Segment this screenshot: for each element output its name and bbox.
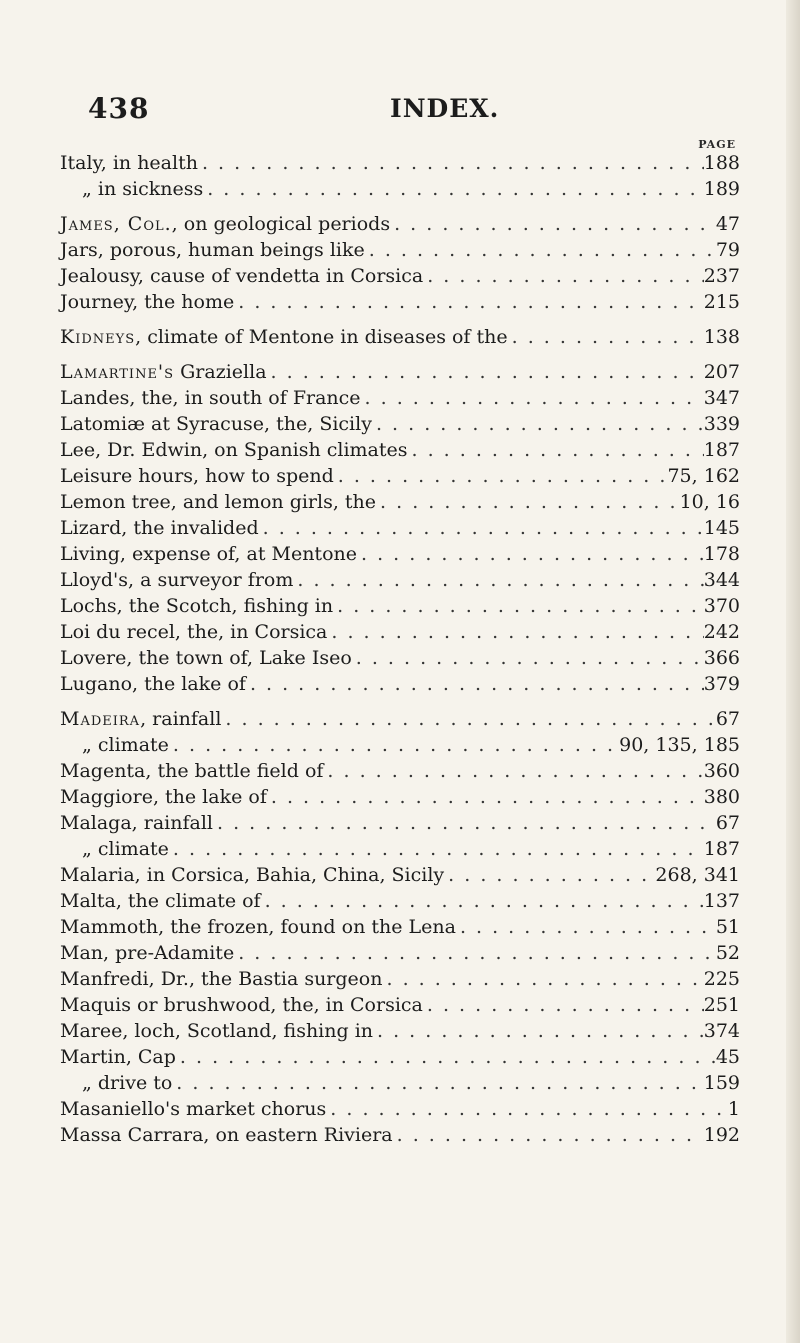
entry-pages: 192 [703,1124,740,1146]
entry-pages: 159 [703,1072,740,1094]
entry-term-text: Lemon tree, and lemon girls, the [60,491,377,513]
entry-pages: 189 [703,178,740,200]
dot-leader [323,759,703,783]
entry-term [60,151,198,175]
index-entry [60,941,740,965]
entry-term [60,967,382,991]
dot-leader [169,733,619,757]
entry-term-text: Lovere, the town of, Lake Iseo [60,647,352,669]
index-entry [60,438,740,462]
entry-term-text: Graziella [174,361,267,383]
entry-pages: 237 [703,265,740,287]
index-entry [60,594,740,618]
entry-term-text: Maree, loch, Scotland, fishing in [60,1020,374,1042]
index-entry [60,707,740,731]
entry-term-text: Lloyd's, a surveyor from [60,569,294,591]
entry-pages: 51 [715,916,740,938]
dot-leader [246,672,704,696]
index-entry [60,1019,740,1043]
entry-term-text: „ climate [82,734,169,756]
entry-term-text: , on geological periods [171,213,391,235]
entry-term [60,811,213,835]
entry-pages: 380 [703,786,740,808]
dot-leader [352,646,704,670]
dot-leader [444,863,655,887]
entry-term-text: Magenta, the battle field of [60,760,324,782]
entry-term-text: Latomiæ at Syracuse, the, Sicily [60,413,372,435]
entry-term [60,941,234,965]
entry-pages: 145 [703,517,740,539]
entry-pages: 379 [703,673,740,695]
index-entry [60,785,740,809]
entry-term [60,290,234,314]
dot-leader [203,177,704,201]
index-entry [60,915,740,939]
entry-pages: 215 [703,291,740,313]
dot-leader [326,1097,728,1121]
index-entry [60,863,740,887]
entry-pages: 347 [703,387,740,409]
entry-pages: 67 [715,708,740,730]
dot-leader [357,542,704,566]
index-entry [60,1045,740,1069]
dot-leader [508,325,704,349]
entry-term [60,1123,393,1147]
entry-term [60,490,376,514]
index-entry [60,177,740,201]
entry-term-text: „ drive to [82,1072,173,1094]
entry-pages: 10, 16 [679,491,740,513]
entry-term-text: Maquis or brushwood, the, in Corsica [60,994,423,1016]
dot-leader [172,1071,703,1095]
entry-term [60,646,352,670]
index-entry [60,516,740,540]
dot-leader [176,1045,716,1069]
entry-pages: 90, 135, 185 [619,734,740,756]
dot-leader [234,941,716,965]
entry-term [60,516,259,540]
dot-leader [261,889,704,913]
index-entry [60,212,740,236]
entry-term [60,785,267,809]
entry-term [60,1019,373,1043]
index-group [60,325,740,349]
entry-pages: 207 [703,361,740,383]
entry-term [60,264,423,288]
entry-term [60,889,261,913]
entry-lead-word: Lamartine's [60,361,175,383]
entry-term-text: Malaga, rainfall [60,812,213,834]
entry-term-text: , climate of Mentone in diseases of the [135,326,508,348]
dot-leader [361,386,704,410]
dot-leader [267,360,704,384]
entry-pages: 339 [703,413,740,435]
entry-pages: 178 [703,543,740,565]
dot-leader [390,212,716,236]
running-title: INDEX. [390,94,500,123]
index-entry [60,386,740,410]
index-entry [60,412,740,436]
index-entry [60,238,740,262]
entry-term [60,594,333,618]
index-entry [60,620,740,644]
entry-term [82,1071,172,1095]
entry-term [82,733,169,757]
entry-pages: 75, 162 [667,465,740,487]
entry-term [60,915,456,939]
entry-term-text: Lee, Dr. Edwin, on Spanish climates [60,439,408,461]
entry-term-text: Jars, porous, human beings like [60,239,365,261]
dot-leader [267,785,704,809]
entry-pages: 360 [703,760,740,782]
entry-pages: 1 [727,1098,740,1120]
entry-pages: 47 [715,213,740,235]
dot-leader [372,412,704,436]
entry-term-text: Jealousy, cause of vendetta in Corsica [60,265,424,287]
entry-term-text: Journey, the home [60,291,235,313]
entry-term-text: „ climate [82,838,169,860]
index-group [60,360,740,696]
entry-term-text: Man, pre-Adamite [60,942,235,964]
index-entry [60,759,740,783]
entry-term-text: Italy, in health [60,152,198,174]
entry-term [60,360,267,384]
entry-pages: 45 [715,1046,740,1068]
entry-term [60,438,408,462]
dot-leader [259,516,704,540]
entry-term [60,325,508,349]
entry-term [60,759,323,783]
index-entry [60,967,740,991]
page-edge-shadow [786,0,800,1343]
entry-term-text: Massa Carrara, on eastern Riviera [60,1124,393,1146]
entry-pages: 187 [703,838,740,860]
entry-pages: 366 [703,647,740,669]
dot-leader [365,238,716,262]
index-entry [60,151,740,175]
index-entry [60,542,740,566]
index-group [60,707,740,1147]
entry-pages: 67 [715,812,740,834]
dot-leader [382,967,703,991]
index-group [60,151,740,201]
index-entry [60,837,740,861]
entry-term [60,412,372,436]
dot-leader [334,464,668,488]
entry-term [60,212,390,236]
index-entry [60,490,740,514]
index-group [60,212,740,314]
index-entry [60,733,740,757]
index-entry [60,360,740,384]
dot-leader [198,151,704,175]
dot-leader [169,837,704,861]
entry-term [60,386,361,410]
dot-leader [373,1019,704,1043]
entry-pages: 52 [715,942,740,964]
entry-term [60,542,357,566]
entry-term-text: , rainfall [140,708,222,730]
entry-term-text: Leisure hours, how to spend [60,465,334,487]
dot-leader [327,620,703,644]
entry-term [60,707,221,731]
index-entry [60,1097,740,1121]
dot-leader [423,993,704,1017]
index-entry [60,993,740,1017]
index-entry [60,1123,740,1147]
index-entry [60,672,740,696]
entry-pages: 370 [703,595,740,617]
entry-pages: 137 [703,890,740,912]
entry-pages: 225 [703,968,740,990]
index-entry [60,568,740,592]
dot-leader [423,264,704,288]
entry-lead-word: James, Col. [60,213,172,235]
index-entry [60,889,740,913]
entry-term [82,837,169,861]
entry-term [60,993,423,1017]
index-entry [60,290,740,314]
entry-term-text: Lizard, the invalided [60,517,259,539]
entry-term-text: Martin, Cap [60,1046,176,1068]
index-entry [60,646,740,670]
dot-leader [234,290,703,314]
entry-term [60,238,365,262]
entry-lead-word: Madeira [60,708,141,730]
entry-term-text: Lugano, the lake of [60,673,246,695]
index-entry [60,325,740,349]
entry-term [82,177,203,201]
entry-term-text: Lochs, the Scotch, fishing in [60,595,334,617]
index-entry [60,811,740,835]
entry-pages: 242 [703,621,740,643]
entry-term [60,1097,326,1121]
entry-pages: 187 [703,439,740,461]
entry-pages: 138 [703,326,740,348]
entry-pages: 268, 341 [655,864,740,886]
page-number: 438 [88,92,150,125]
dot-leader [393,1123,704,1147]
entry-term [60,863,444,887]
entry-term-text: Loi du recel, the, in Corsica [60,621,328,643]
entry-pages: 79 [715,239,740,261]
index-list [60,151,740,1158]
dot-leader [456,915,716,939]
entry-term-text: Malta, the climate of [60,890,261,912]
entry-term-text: Malaria, in Corsica, Bahia, China, Sicily [60,864,445,886]
dot-leader [408,438,704,462]
entry-term [60,464,334,488]
entry-term [60,672,246,696]
index-entry [60,464,740,488]
entry-term-text: „ in sickness [82,178,204,200]
dot-leader [213,811,716,835]
index-entry [60,1071,740,1095]
entry-lead-word: Kidneys [60,326,136,348]
dot-leader [333,594,704,618]
entry-term-text: Manfredi, Dr., the Bastia surgeon [60,968,383,990]
index-entry [60,264,740,288]
entry-term-text: Mammoth, the frozen, found on the Lena [60,916,456,938]
entry-pages: 251 [703,994,740,1016]
entry-term [60,1045,176,1069]
entry-term-text: Living, expense of, at Mentone [60,543,357,565]
page-header [88,92,648,132]
entry-term [60,620,327,644]
dot-leader [221,707,715,731]
entry-pages: 344 [703,569,740,591]
dot-leader [376,490,680,514]
entry-pages: 374 [703,1020,740,1042]
entry-pages: 188 [703,152,740,174]
entry-term-text: Maggiore, the lake of [60,786,267,808]
dot-leader [293,568,703,592]
entry-term [60,568,293,592]
entry-term-text: Landes, the, in south of France [60,387,361,409]
page-column-label: PAGE [698,138,736,151]
entry-term-text: Masaniello's market chorus [60,1098,327,1120]
